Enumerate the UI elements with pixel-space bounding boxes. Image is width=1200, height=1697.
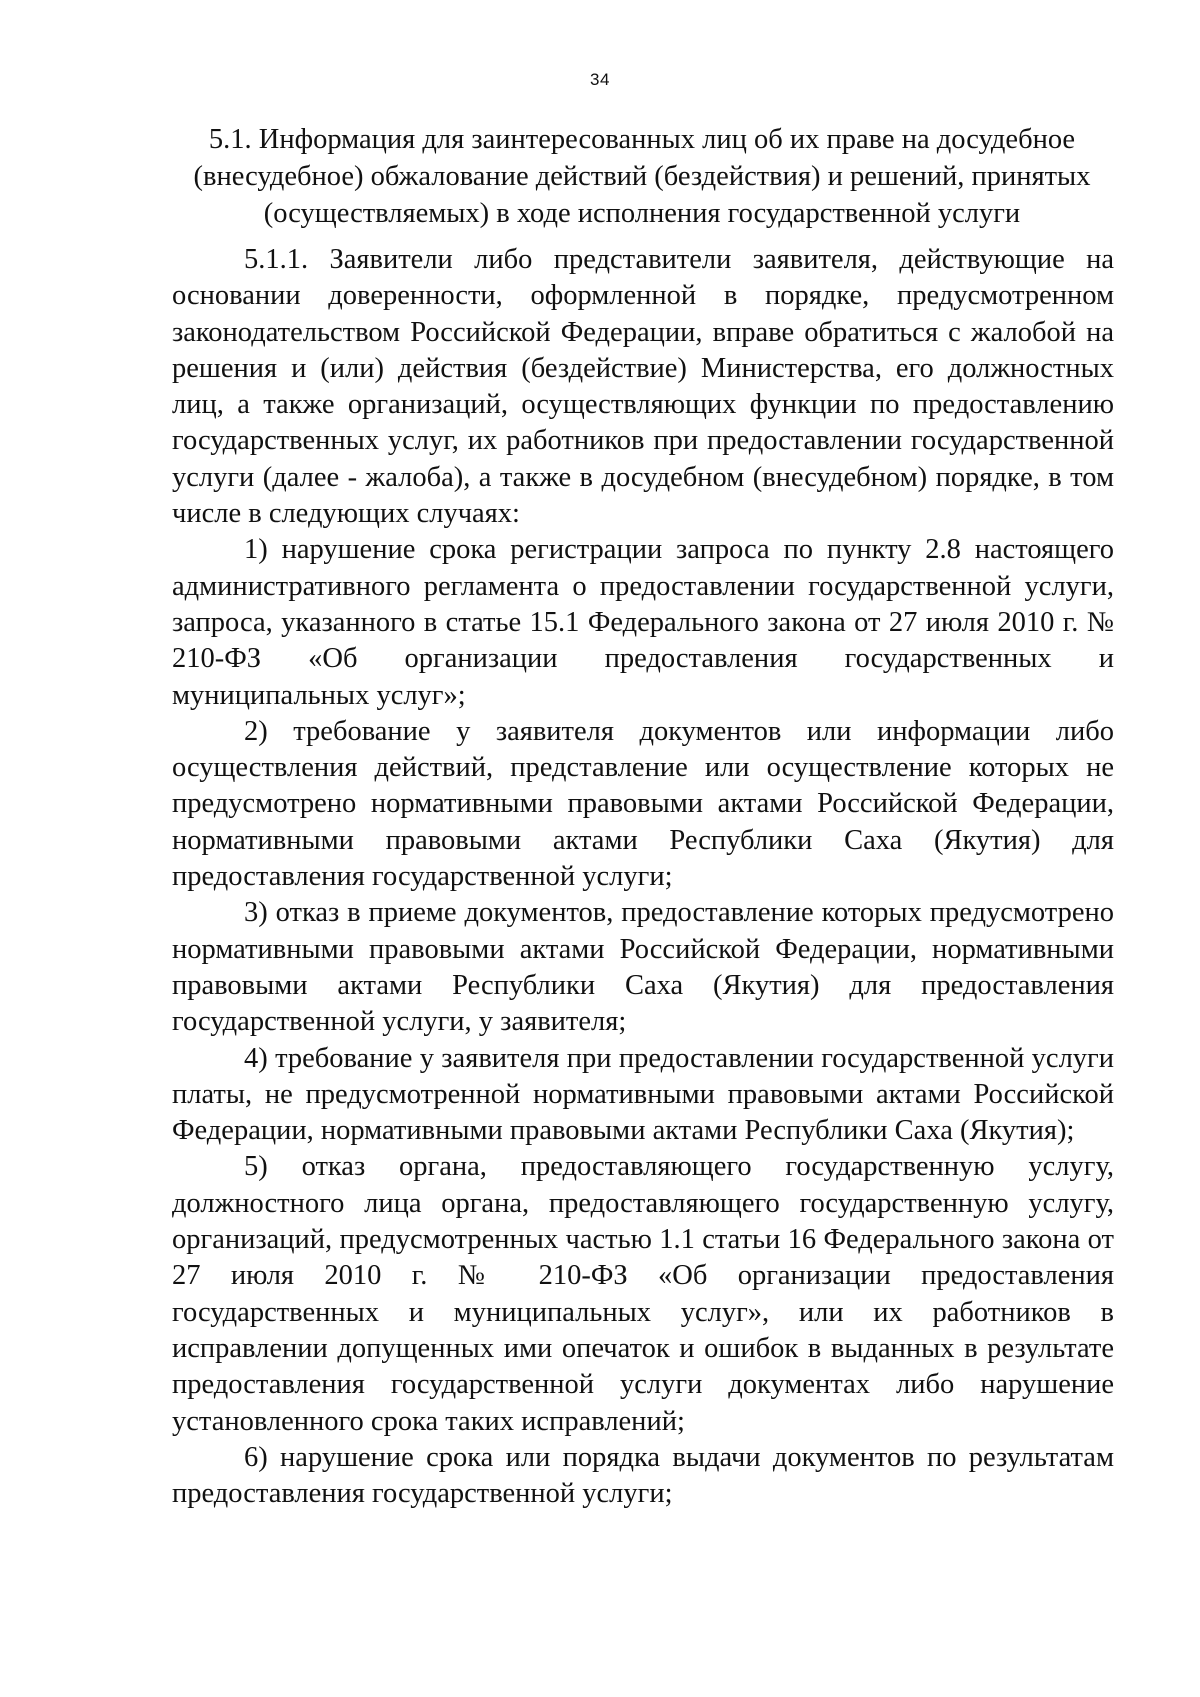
list-item-1: 1) нарушение срока регистрации запроса по пункту 2.8 настоящего административного регламента о предоставлении государственной услуги, запроса, указанного в статье 15.1 Федерального закона от 27 июля 2010 г. № 210-ФЗ «Об организации предоставления государственных и муниципальных услуг»; bbox=[172, 534, 1114, 711]
list-item-4: 4) требование у заявителя при предоставлении государственной услуги платы, не предусмотренной нормативными правовыми актами Российской Федерации, нормативными правовыми актами Республики Саха (Якутия); bbox=[172, 1042, 1114, 1147]
document-body bbox=[172, 242, 1114, 1512]
list-item-2: 2) требование у заявителя документов или информации либо осуществления действий, представление или осуществление которых не предусмотрено нормативными правовыми актами Российской Федерации, нормативными правовыми актами Республики Саха (Якутия) для предоставления государственной услуги; bbox=[172, 715, 1114, 893]
list-item-5: 5) отказ органа, предоставляющего государственную услугу, должностного лица органа, предоставляющего государственную услугу, организаций, предусмотренных частью 1.1 статьи 16 Федерального закона от 27 июля 2010 г. № 210-ФЗ «Об организации предоставления государственных и муниципальных услуг», или их работников в исправлении допущенных ими опечаток и ошибок в выданных в результате предоставления государственной услуги документах либо нарушение установленного срока таких исправлений; bbox=[172, 1151, 1114, 1437]
list-item-6: 6) нарушение срока или порядка выдачи документов по результатам предоставления государственной услуги; bbox=[172, 1441, 1114, 1510]
page-number: 34 bbox=[590, 70, 610, 89]
section-heading: 5.1. Информация для заинтересованных лиц об их праве на досудебное (внесудебное) обжалование действий (бездействия) и решений, принятых (осуществляемых) в ходе исполнения государственной услуги bbox=[193, 124, 1091, 229]
paragraph-5-1-1: 5.1.1. Заявители либо представители заявителя, действующие на основании доверенности, оформленной в порядке, предусмотренном законодательством Российской Федерации, вправе обратиться с жалобой на решения и (или) действия (бездействие) Министерства, его должностных лиц, а также организаций, осуществляющих функции по предоставлению государственных услуг, их работников при предоставлении государственной услуги (далее - жалоба), а также в досудебном (внесудебном) порядке, в том числе в следующих случаях: bbox=[172, 244, 1114, 530]
list-item-3: 3) отказ в приеме документов, предоставление которых предусмотрено нормативными правовыми актами Российской Федерации, нормативными правовыми актами Республики Саха (Якутия) для предоставления государственной услуги, у заявителя; bbox=[172, 897, 1114, 1038]
